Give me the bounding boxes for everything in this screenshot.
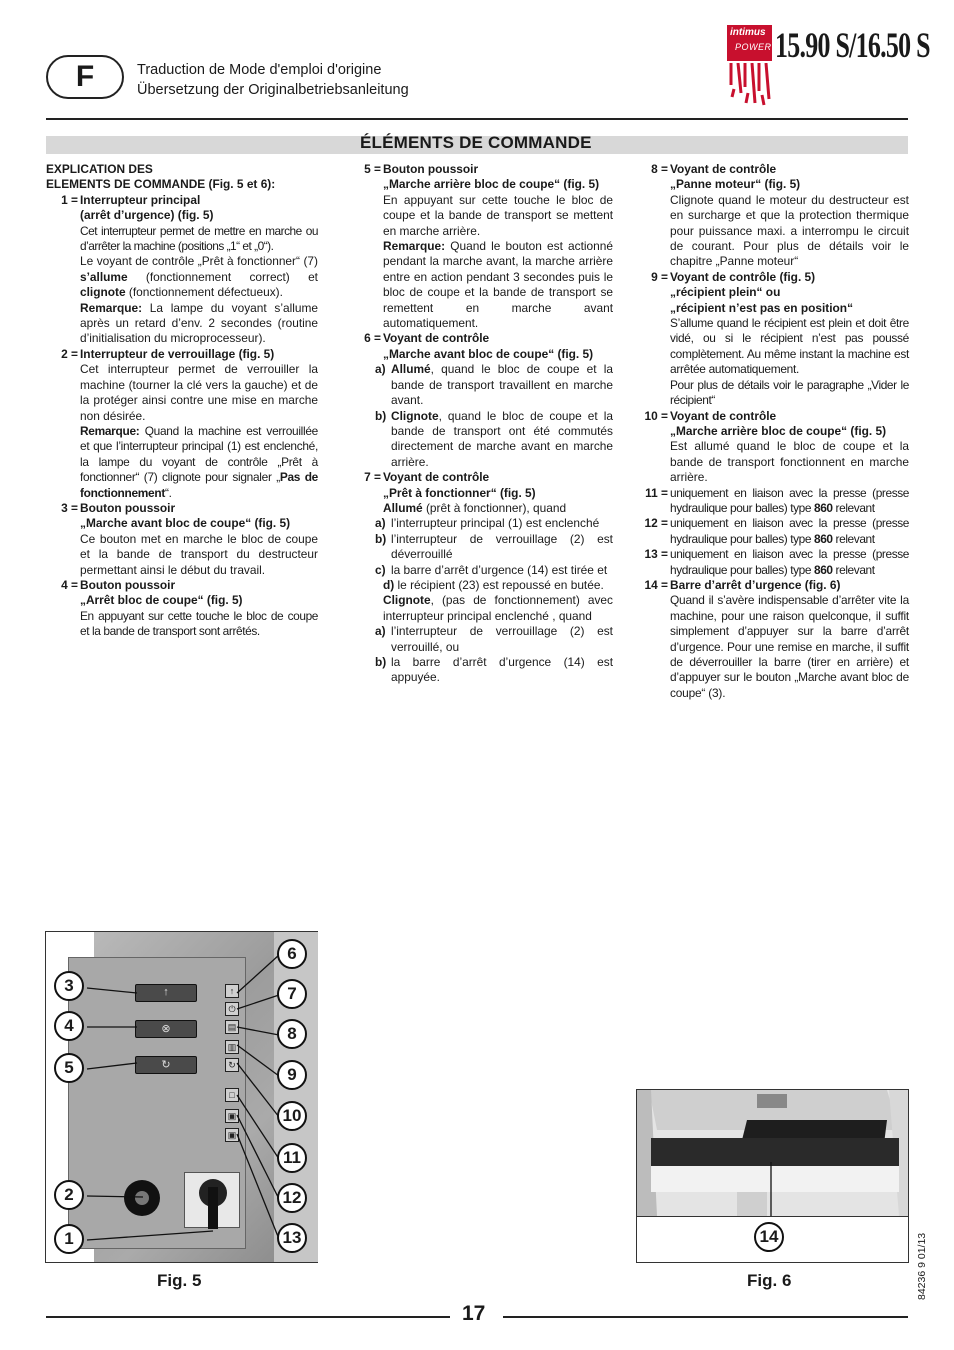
item-7f: b) la barre d’arrêt d’urgence (14) est appuyée. xyxy=(375,655,613,685)
callout-11: 11 xyxy=(277,1143,307,1173)
callout-8: 8 xyxy=(277,1019,307,1049)
item-12: 12 = uniquement en liaison avec la presse (presse hydraulique pour balles) type 860 relevant xyxy=(644,516,909,546)
callout-6: 6 xyxy=(277,939,307,969)
callout-1: 1 xyxy=(54,1224,84,1254)
lamp-9-icon: ▥ xyxy=(225,1040,239,1054)
item-13: 13 = uniquement en liaison avec la presse (presse hydraulique pour balles) type 860 relevant xyxy=(644,547,909,577)
callout-2: 2 xyxy=(54,1180,84,1210)
figure-5-leader-lines xyxy=(45,931,318,1263)
item-6: 6 = Voyant de contrôle „Marche avant bloc de coupe“ (fig. 5) xyxy=(364,331,594,361)
section-title: ÉLÉMENTS DE COMMANDE xyxy=(360,133,592,152)
model-title: 15.90 S/16.50 S xyxy=(775,25,930,65)
item-3: 3 = Bouton poussoir „Marche avant bloc de coupe“ (fig. 5) Ce bouton met en marche le bloc de coupe et la bande de transport du destructeur permettant ainsi le début du travail. xyxy=(61,500,318,577)
column-3 xyxy=(636,162,909,701)
intro-line-1: EXPLICATION DES xyxy=(46,162,153,176)
item-14: 14 = Barre d’arrêt d’urgence (fig. 6) Quand il s’avère indispensable d’arrêter vite la machine, pour une raison quelconque, il suffit simplement d’appuyer sur la barre d’arrêt d’urgence. Pour une remise en marche, il suffit de déverrouiller la barre (tirer en arrière) et d’appuyer sur le bouton „Marche avant bloc de coupe“ (3). xyxy=(644,577,909,700)
lamp-10-icon: ↻ xyxy=(225,1058,239,1072)
column-1 xyxy=(46,162,318,640)
item-10: 10 = Voyant de contrôle „Marche arrière bloc de coupe“ (fig. 5) Est allumé quand le bloc de coupe et la bande de transport fonctionnent en marche arrière. xyxy=(644,408,909,485)
lamp-7-icon: ⏻ xyxy=(225,1002,239,1016)
callout-3: 3 xyxy=(54,971,84,1001)
footer-divider-right xyxy=(503,1316,908,1318)
callout-14: 14 xyxy=(754,1222,784,1252)
header-divider xyxy=(46,118,908,120)
intro-line-2: ELEMENTS DE COMMANDE (Fig. 5 et 6): xyxy=(46,177,276,192)
item-7e: a) l’interrupteur de verrouillage (2) est verrouillé, ou xyxy=(375,624,613,654)
item-11: 11 = uniquement en liaison avec la presse (presse hydraulique pour balles) type 860 relevant xyxy=(645,485,909,515)
document-code: 84236 9 01/13 xyxy=(916,1232,928,1300)
language-badge: F xyxy=(46,55,124,99)
brand-name: intimus xyxy=(730,27,766,38)
item-6a: a) Allumé, quand le bloc de coupe et la bande de transport travaillent en marche avant. xyxy=(375,362,613,408)
item-5: 5 = Bouton poussoir „Marche arrière bloc de coupe“ (fig. 5) xyxy=(364,162,600,192)
lamp-11-icon: □ xyxy=(225,1088,239,1102)
callout-4: 4 xyxy=(54,1011,84,1041)
item-7-blink: Clignote, (pas de fonctionnement) avec interrupteur principal enclenché , quand xyxy=(383,593,613,623)
footer-divider-left xyxy=(46,1316,450,1318)
item-1: 1 = Interrupteur principal (arrêt d’urgence) (fig. 5) Cet interrupteur permet de mettre en marche ou d’arrêter la machine (positions „1“ et „0“). Le voyant de contrôle „Prêt à fonctionner“ (7) s’allume (fonctionnement correct) et clignote (fonctionnement défectueux). Remarque: La lampe du voyant s’allume après un retard d’env. 2 secondes (routine d’initialisation du microprocesseur). xyxy=(61,192,318,346)
item-7a: a) l’interrupteur principal (1) est enclenché xyxy=(375,516,600,531)
item-4: 4 = Bouton poussoir „Arrêt bloc de coupe“ (fig. 5) En appuyant sur cette touche le bloc de coupe et la bande de transport sont arrêtés. xyxy=(61,577,318,639)
callout-5: 5 xyxy=(54,1053,84,1083)
item-8: 8 = Voyant de contrôle „Panne moteur“ (fig. 5) Clignote quand le moteur du destructeur est en surcharge et que la protection thermique pour puissance maxi. a interrompu le circuit de courant. Pour plus de détails voir le chapitre „Panne moteur“ xyxy=(651,162,909,269)
item-6b: b) Clignote, quand le bloc de coupe et la bande de transport ont été commutés directement de marche avant en marche arrière. xyxy=(375,408,613,469)
item-7c: c) la barre d’arrêt d’urgence (14) est tirée et xyxy=(375,562,608,577)
column-2 xyxy=(349,162,613,686)
lamp-12-icon: ▣ xyxy=(225,1109,239,1123)
item-7: 7 = Voyant de contrôle „Prêt à fonctionner“ (fig. 5) Allumé (prêt à fonctionner), quand xyxy=(364,470,567,515)
brand-sub: POWER xyxy=(735,42,772,52)
item-5-note: Remarque: Quand le bouton est actionné pendant la marche avant, la marche arrière entre en action pendant 3 secondes puis le bloc de coupe et la bande de transport se remettent en marche avant automatiquement. xyxy=(383,239,613,331)
stop-button-graphic: ⊗ xyxy=(135,1020,197,1038)
header-text xyxy=(137,60,409,100)
logo-shred-icon xyxy=(727,63,772,107)
lamp-13-icon: ▣ xyxy=(225,1128,239,1142)
brand-logo xyxy=(727,25,772,105)
lamp-8-icon: ▤ xyxy=(225,1020,239,1034)
callout-10: 10 xyxy=(277,1101,307,1131)
header-line-fr: Traduction de Mode d'emploi d'origine xyxy=(137,62,382,78)
header-line-de: Übersetzung der Originalbetriebsanleitung xyxy=(137,82,409,98)
figure-5-caption: Fig. 5 xyxy=(157,1271,202,1290)
reverse-button-graphic: ↻ xyxy=(135,1056,197,1074)
item-5-text: En appuyant sur cette touche le bloc de coupe et la bande de transport se mettent en marche arrière. xyxy=(383,192,613,238)
item-2: 2 = Interrupteur de verrouillage (fig. 5) Cet interrupteur permet de verrouiller la machine (tourner la clé vers la gauche) et de la protéger ainsi contre une mise en marche non désirée. Remarque: Quand la machine est verrouillée et que l’interrupteur principal (1) est enclenché, la lampe du voyant de contrôle „Prêt à fonctionner“ (7) clignote pour signaler „Pas de fonctionnement“. xyxy=(61,346,318,500)
item-7b: b) l’interrupteur de verrouillage (2) est déverrouillé xyxy=(375,531,613,562)
item-7d: d) le récipient (23) est repoussé en butée. xyxy=(383,577,604,592)
callout-12: 12 xyxy=(277,1183,307,1213)
item-9: 9 = Voyant de contrôle (fig. 5) „récipient plein“ ou „récipient n’est pas en position“ S’allume quand le récipient est plein et doit être vidé, ou si le récipient n’est pas poussé complètement. Au même instant la machine est arrêtée automatiquement. Pour plus de détails voir le paragraphe „Vider le récipient“ xyxy=(651,269,909,408)
forward-button-graphic: ↑ xyxy=(135,984,197,1002)
page-number: 17 xyxy=(462,1302,486,1325)
lamp-6-icon: ↑ xyxy=(225,984,239,998)
callout-13: 13 xyxy=(277,1223,307,1253)
callout-9: 9 xyxy=(277,1060,307,1090)
callout-7: 7 xyxy=(277,979,307,1009)
figure-6-caption: Fig. 6 xyxy=(747,1271,792,1290)
machine-top-photo xyxy=(637,1090,909,1216)
